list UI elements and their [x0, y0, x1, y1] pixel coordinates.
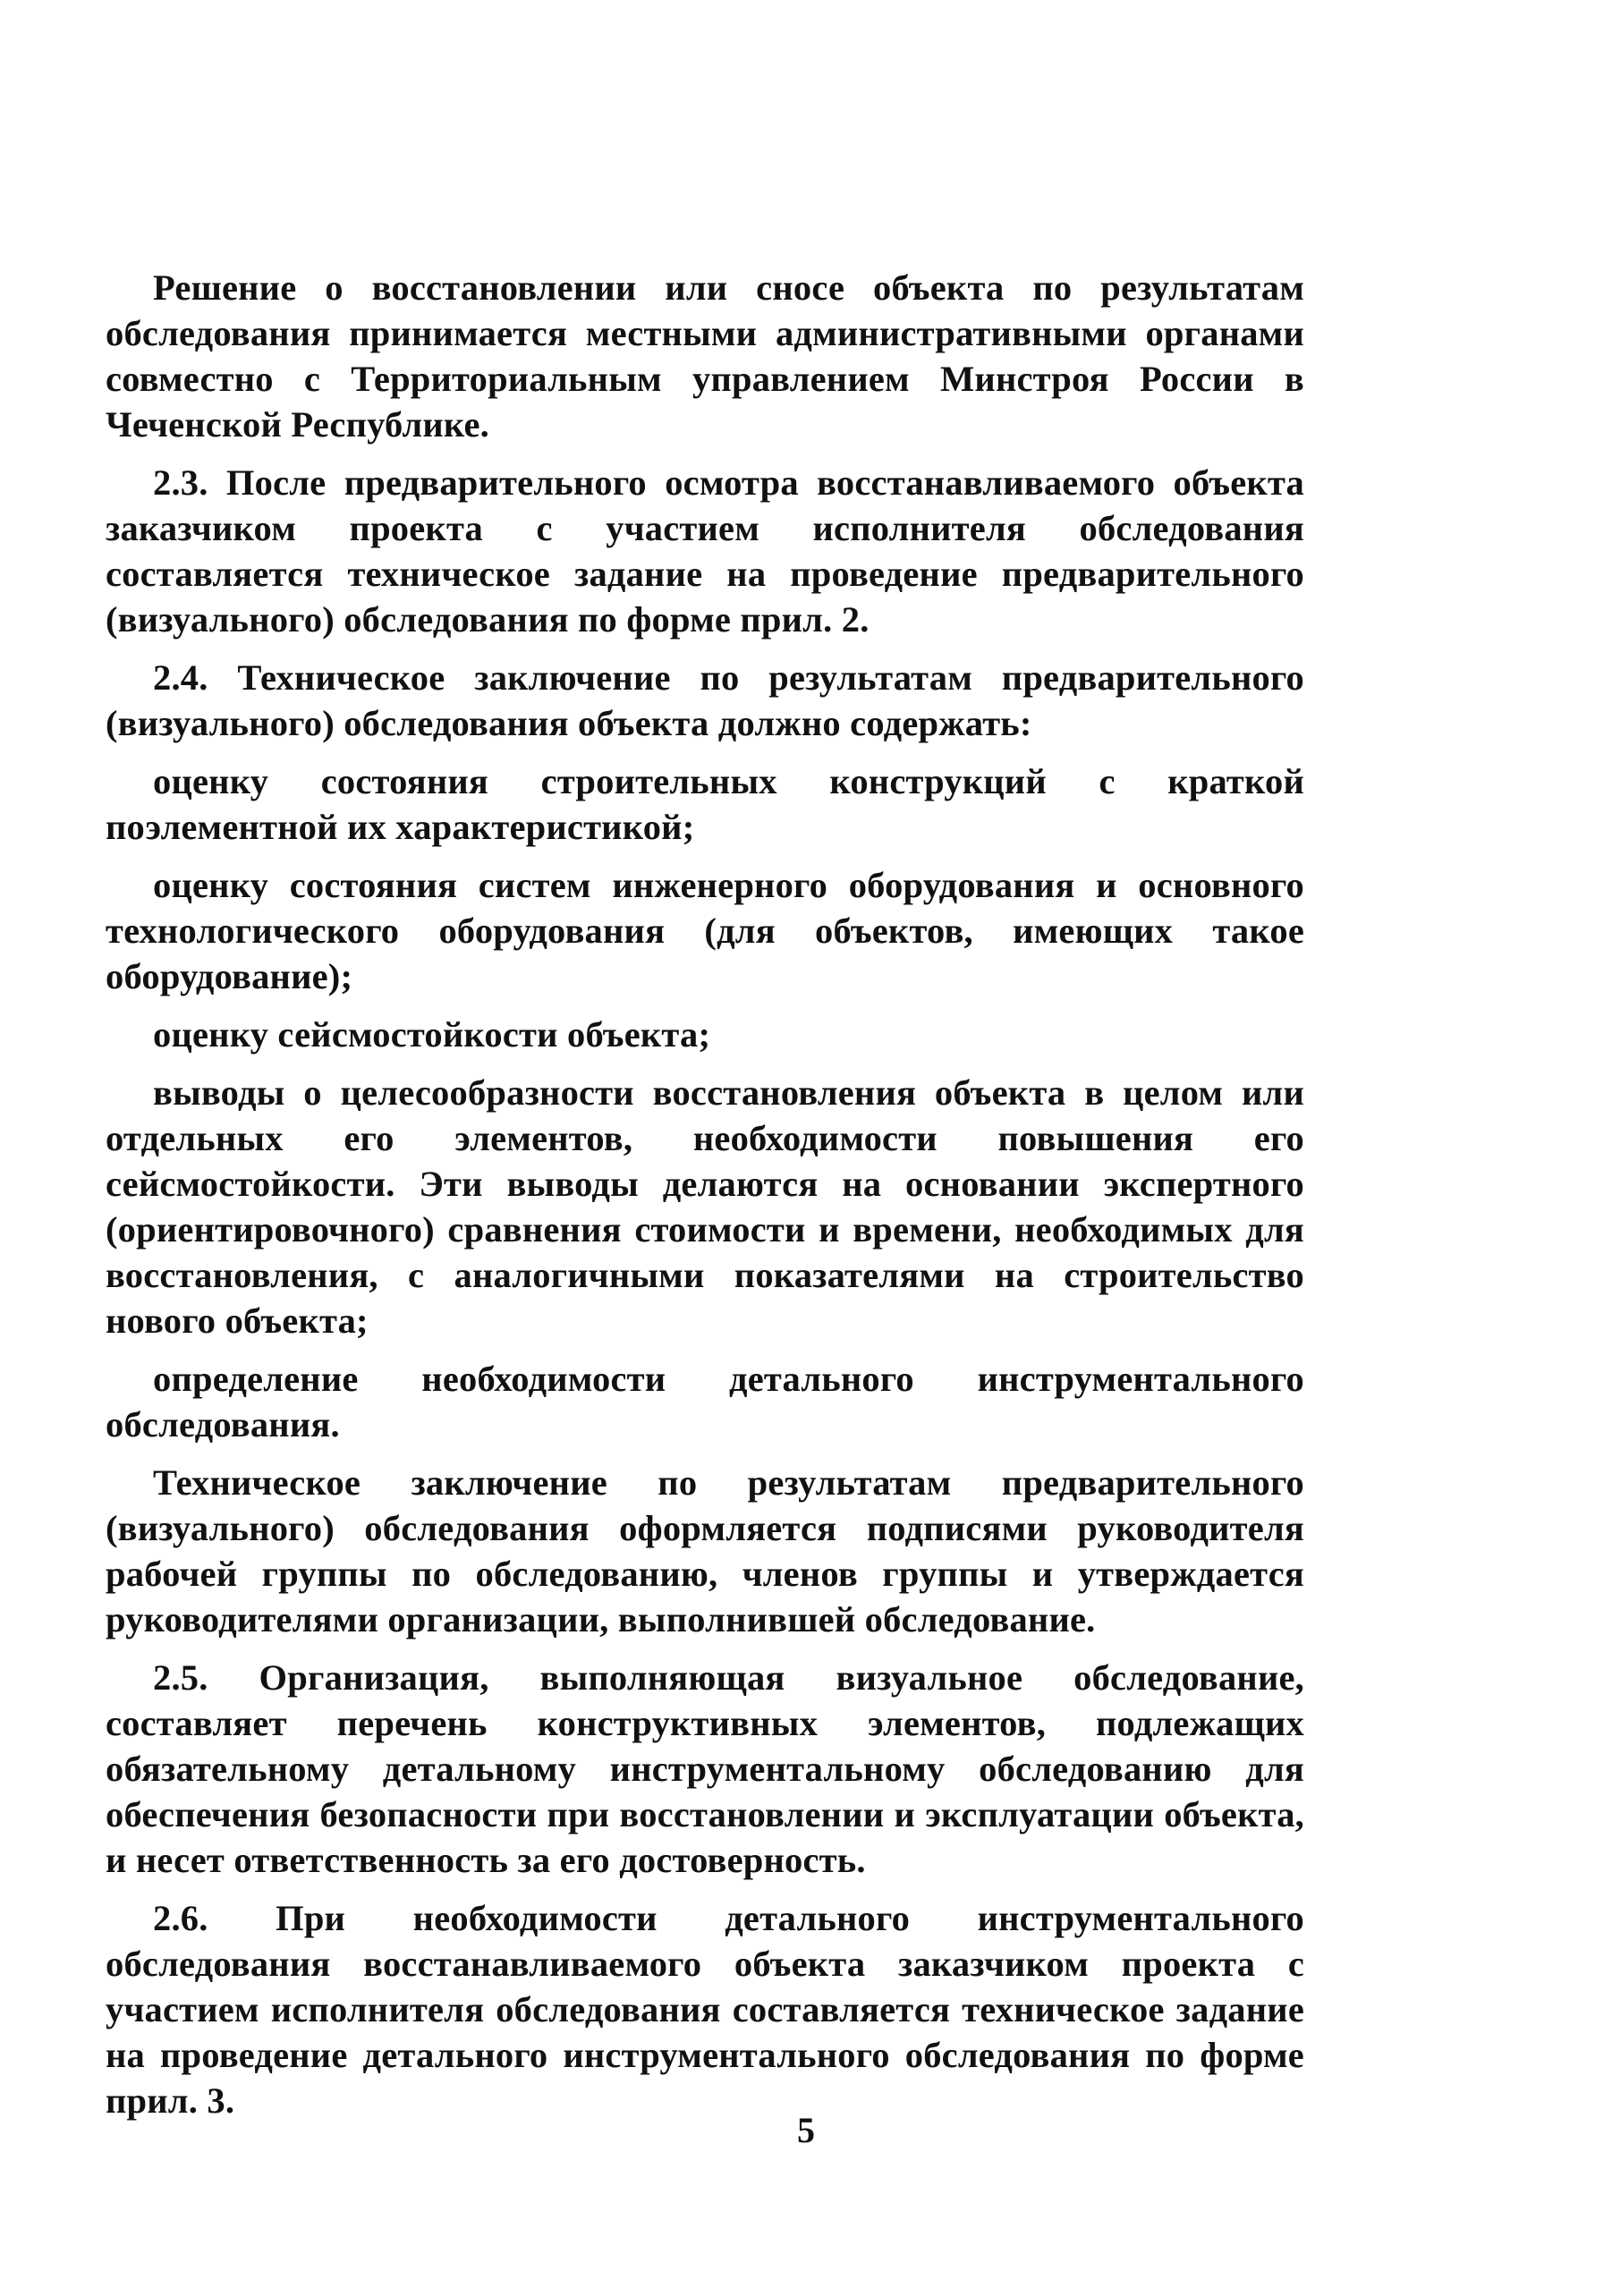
- list-item-engineering-systems: [106, 862, 1304, 999]
- list-item-conclusions: [106, 1070, 1304, 1343]
- paragraph-number: 2.6.: [153, 1898, 208, 1938]
- list-item-structures: [106, 758, 1304, 850]
- paragraph-number: 2.4.: [153, 657, 208, 698]
- paragraph-text: При необходимости детального инструментального обследования восстанавливаемого объекта заказчиком проекта с участием исполнителя обследования составляется техническое задание на проведение детального инструментального обследования по форме прил. 3.: [106, 1898, 1304, 2121]
- paragraph-2-4: [106, 655, 1304, 746]
- paragraph-2-5: [106, 1655, 1304, 1883]
- body-text: [106, 265, 1304, 2136]
- paragraph-text: Организация, выполняющая визуальное обследование, составляет перечень конструктивных элементов, подлежащих обязательному детальному инструментальному обследованию для обеспечения безопасности при восстановлении и эксплуатации объекта, и несет ответственность за его достоверность.: [106, 1657, 1304, 1880]
- paragraph-2-6: [106, 1895, 1304, 2123]
- paragraph-text: определение необходимости детального инструментального обследования.: [106, 1359, 1304, 1445]
- list-item-seismic: [106, 1012, 1304, 1057]
- paragraph-text: оценку состояния строительных конструкций с краткой поэлементной их характеристикой;: [106, 761, 1304, 847]
- paragraph-text: После предварительного осмотра восстанавливаемого объекта заказчиком проекта с участием исполнителя обследования составляется техническое задание на проведение предварительного (визуального) обследования по форме прил. 2.: [106, 462, 1304, 640]
- list-item-detailed-survey: [106, 1356, 1304, 1447]
- paragraph-signatures: [106, 1460, 1304, 1642]
- paragraph-text: оценку сейсмостойкости объекта;: [153, 1014, 711, 1055]
- paragraph-text: выводы о целесообразности восстановления объекта в целом или отдельных его элементов, необходимости повышения его сейсмостойкости. Эти выводы делаются на основании экспертного (ориентировочного) сравнения стоимости и времени, необходимых для восстановления, с аналогичными показателями на строительство нового объекта;: [106, 1072, 1304, 1341]
- page-number: 5: [797, 2110, 815, 2150]
- paragraph-2-3: [106, 460, 1304, 642]
- paragraph-text: Техническое заключение по результатам предварительного (визуального) обследования объекта должно содержать:: [106, 657, 1304, 743]
- paragraph-decision: [106, 265, 1304, 447]
- paragraph-number: 2.5.: [153, 1657, 208, 1698]
- paragraph-text: Решение о восстановлении или сносе объекта по результатам обследования принимается местными административными органами совместно с Территориальным управлением Минстроя России в Чеченской Республике.: [106, 267, 1304, 445]
- paragraph-text: оценку состояния систем инженерного оборудования и основного технологического оборудования (для объектов, имеющих такое оборудование);: [106, 865, 1304, 996]
- paragraph-number: 2.3.: [153, 462, 208, 503]
- paragraph-text: Техническое заключение по результатам предварительного (визуального) обследования оформляется подписями руководителя рабочей группы по обследованию, членов группы и утверждается руководителями организации, выполнившей обследование.: [106, 1462, 1304, 1639]
